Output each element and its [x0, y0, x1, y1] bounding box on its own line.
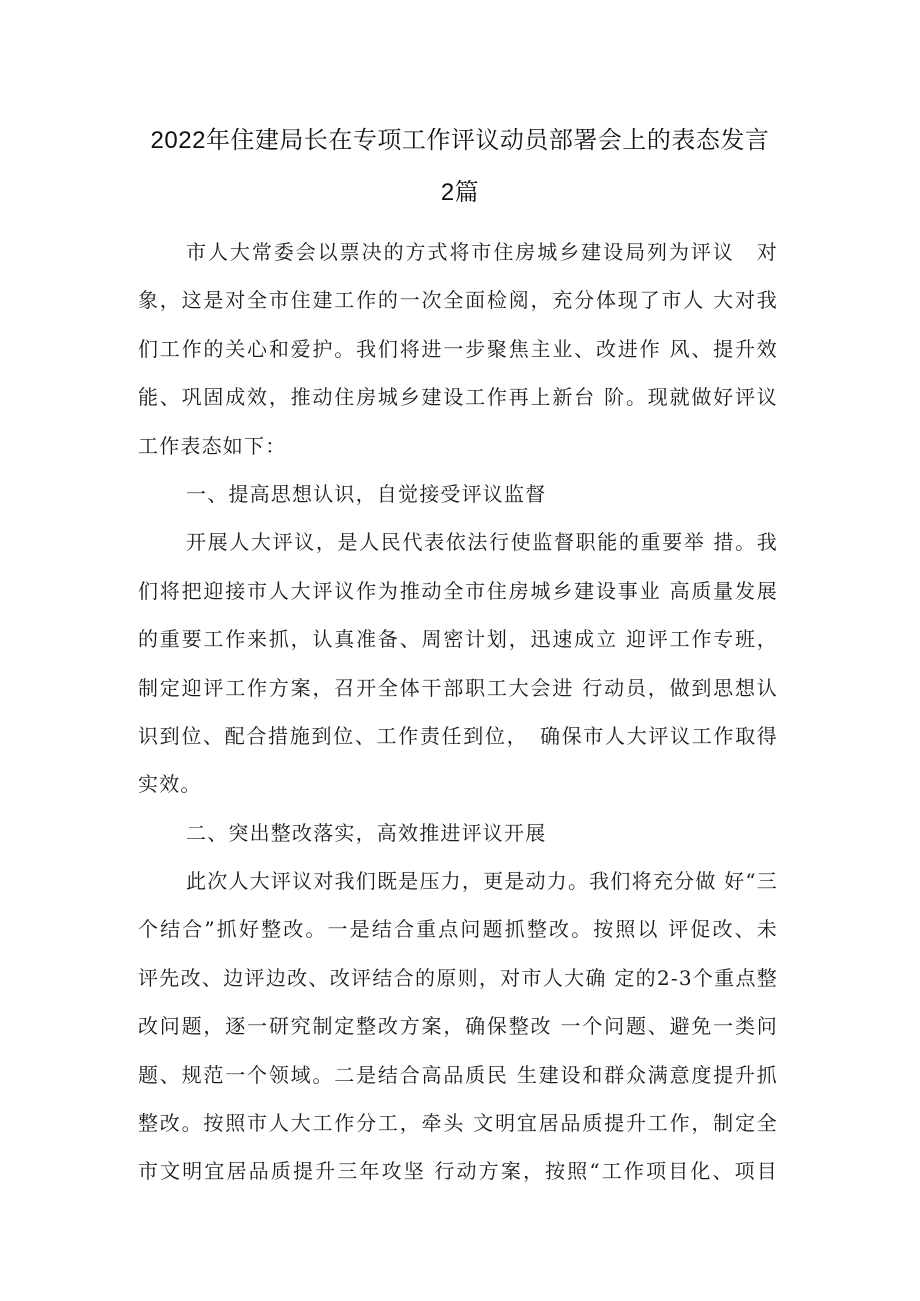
document-body [138, 228, 778, 1196]
paragraph-line: 们将把迎接市人大评议作为推动全市住房城乡建设事业 高质量发展 [138, 578, 778, 603]
paragraph-line: 制定迎评工作方案，召开全体干部职工大会进 行动员，做到思想认 [138, 675, 778, 700]
paragraph-line: 市文明宜居品质提升三年攻坚 行动方案，按照“工作项目化、项目 [138, 1159, 778, 1184]
paragraph-line: 题、规范一个领域。二是结合高品质民 生建设和群众满意度提升抓 [138, 1062, 778, 1087]
paragraph-line: 开展人大评议，是人民代表依法行使监督职能的重要举 措。我 [186, 530, 778, 555]
section-heading-1: 一、提高思想认识，自觉接受评议监督 [186, 481, 547, 506]
paragraph-line: 市人大常委会以票决的方式将市住房城乡建设局列为评议 对 [186, 240, 778, 264]
paragraph-line: 整改。按照市人大工作分工，牵头 文明宜居品质提升工作，制定全 [138, 1111, 778, 1136]
document-title-line-1: 2022年住建局长在专项工作评议动员部署会上的表态发言 [150, 127, 770, 154]
paragraph-line: 此次人大评议对我们既是压力，更是动力。我们将充分做 好“三 [186, 869, 778, 894]
paragraph-line: 们工作的关心和爱护。我们将进一步聚焦主业、改进作 风、提升效 [138, 336, 778, 361]
paragraph-line: 工作表态如下： [138, 433, 287, 458]
paragraph-line: 实效。 [138, 772, 202, 797]
paragraph-line: 改问题，逐一研究制定整改方案，确保整改 一个问题、避免一类问 [138, 1014, 778, 1039]
paragraph-line: 的重要工作来抓，认真准备、周密计划，迅速成立 迎评工作专班， [138, 627, 778, 652]
paragraph-line: 识到位、配合措施到位、工作责任到位， 确保市人大评议工作取得 [138, 723, 778, 748]
paragraph-line: 能、巩固成效，推动住房城乡建设工作再上新台 阶。现就做好评议 [138, 385, 778, 410]
section-heading-2: 二、突出整改落实，高效推进评议开展 [186, 820, 547, 845]
paragraph-line: 个结合”抓好整改。一是结合重点问题抓整改。按照以 评促改、未 [138, 917, 778, 942]
paragraph-line: 象，这是对全市住建工作的一次全面检阅，充分体现了市人 大对我 [138, 288, 778, 313]
document-title-line-2: 2篇 [440, 179, 480, 206]
paragraph-line: 评先改、边评边改、改评结合的原则，对市人大确 定的2-3个重点整 [138, 965, 778, 990]
